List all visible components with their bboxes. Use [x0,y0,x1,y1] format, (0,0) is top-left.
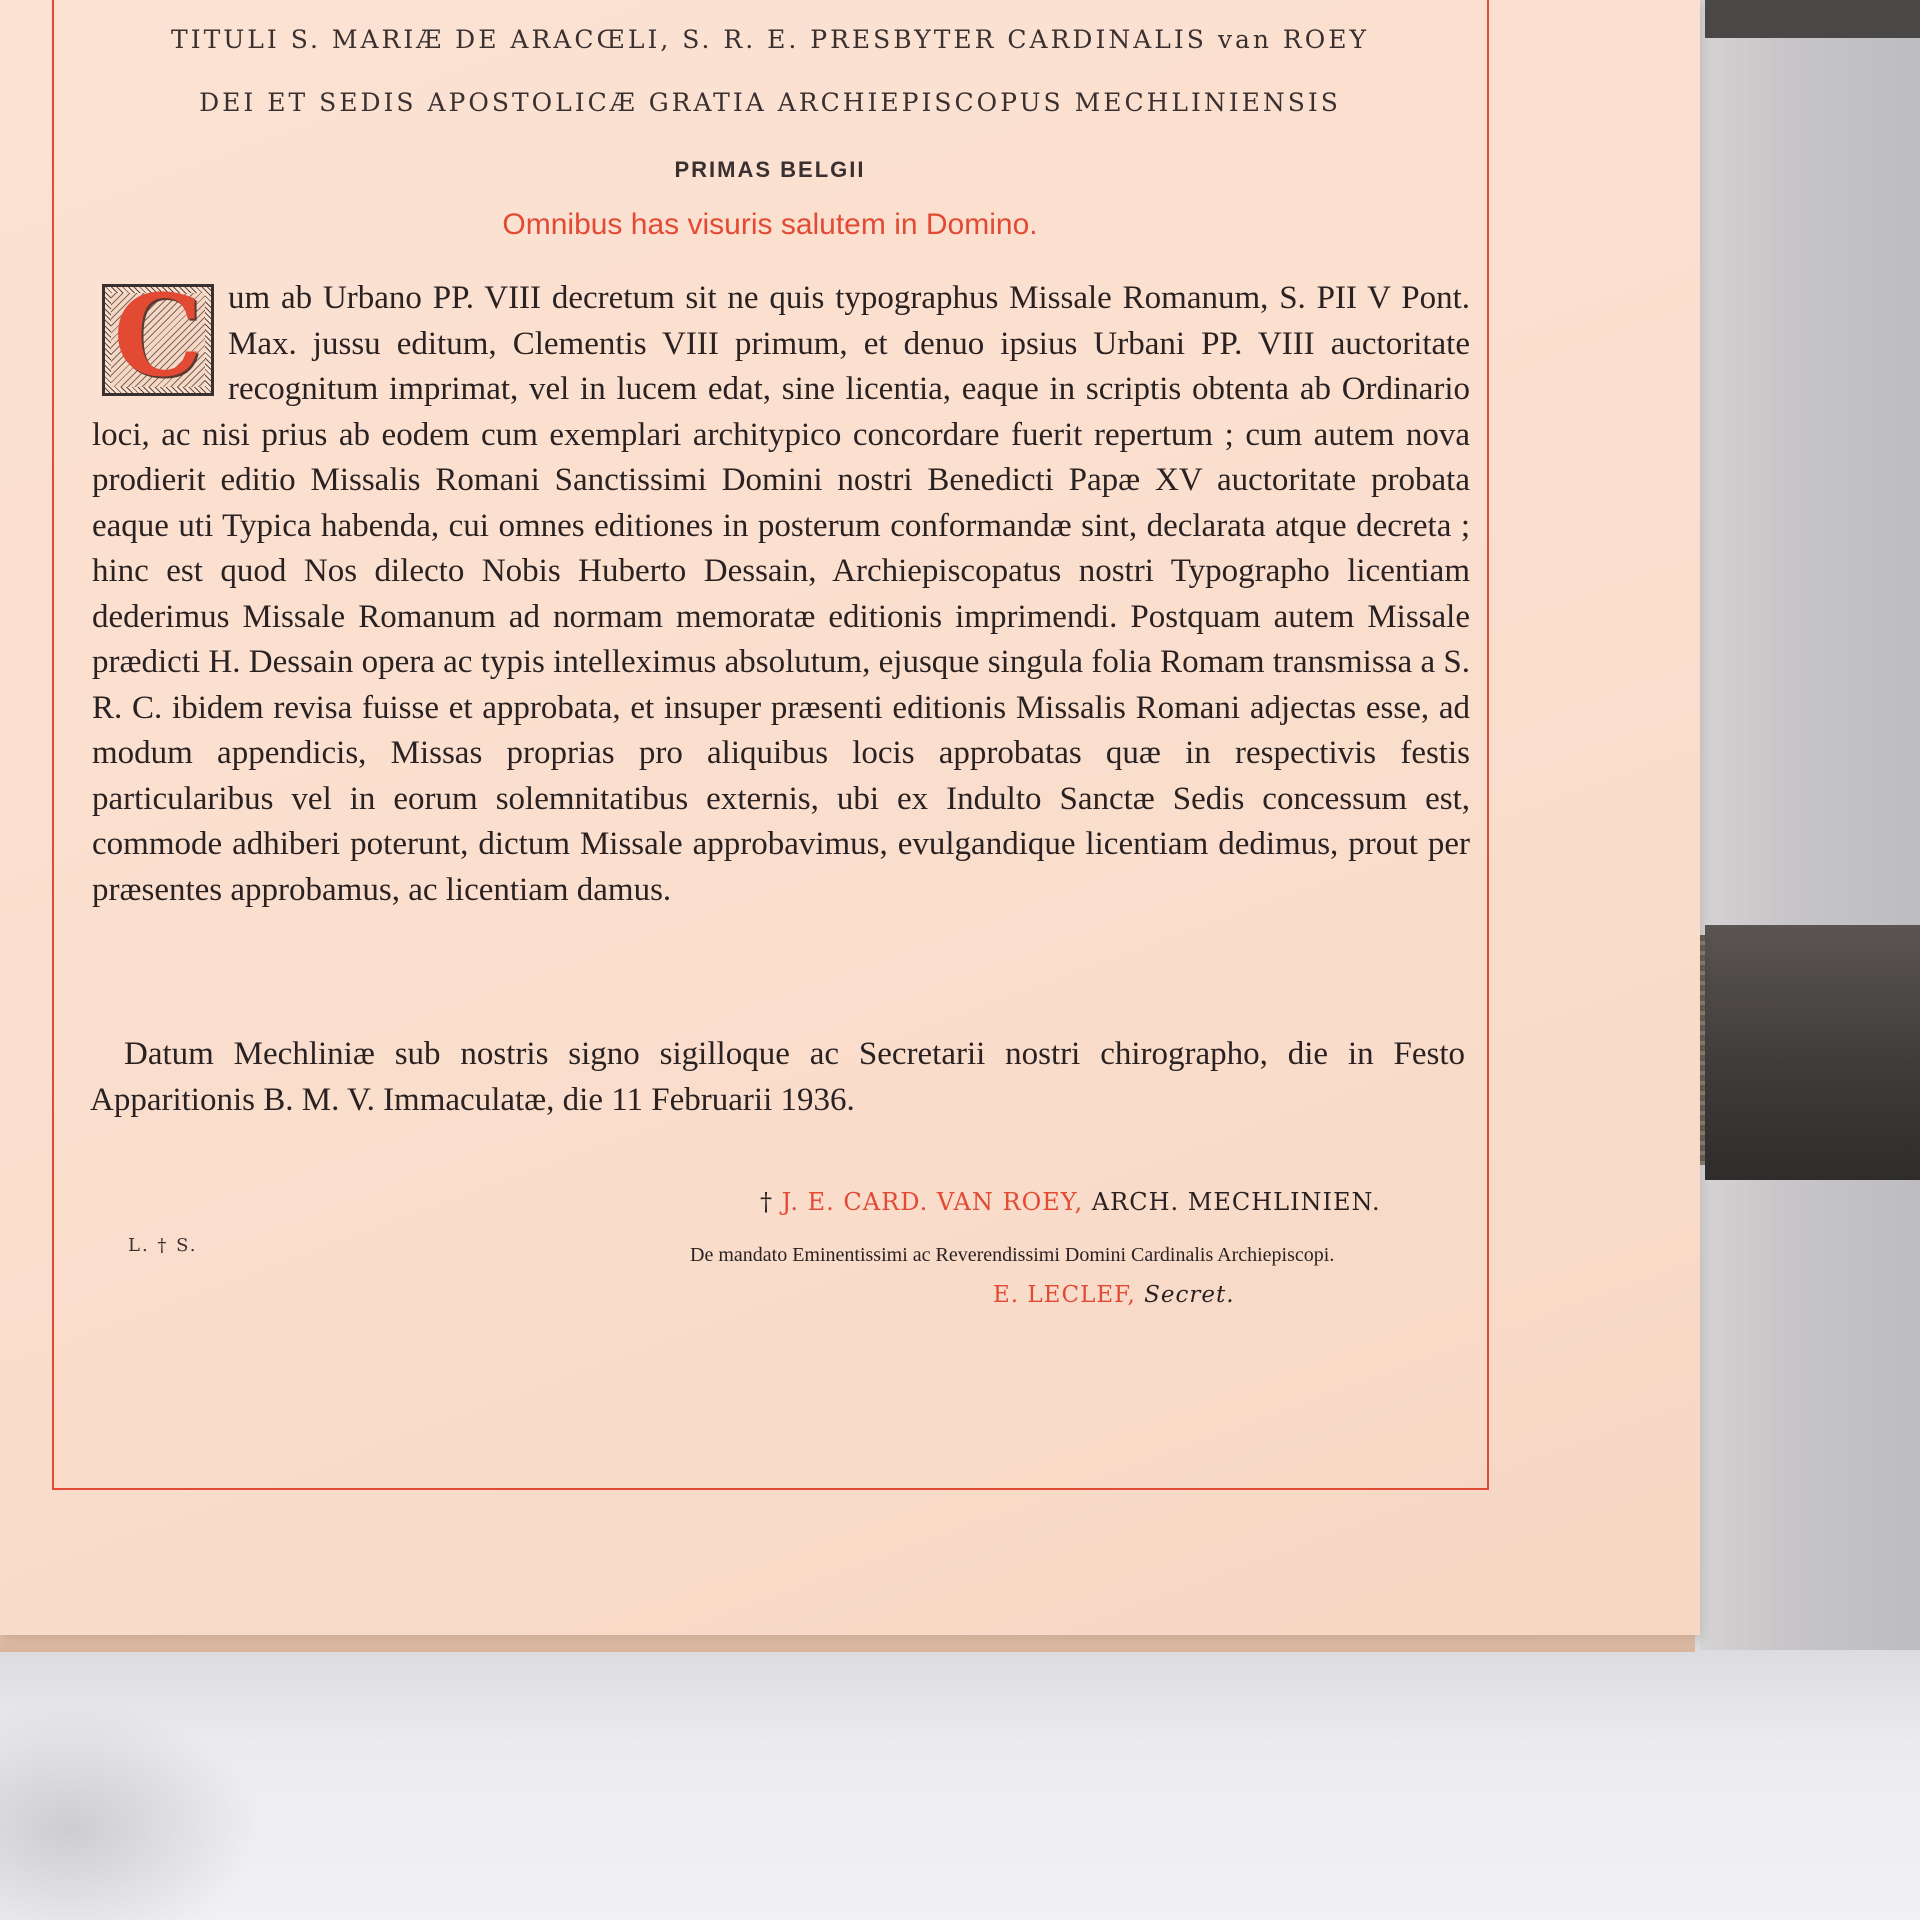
book-binding [1700,0,1920,1650]
header-subtitle-line: DEI ET SEDIS APOSTOLICÆ GRATIA ARCHIEPISCOPUS MECHLINIENSIS [199,88,1341,117]
approbation-text [92,271,1470,913]
secretary-title: Secret. [1144,1282,1235,1308]
seal-mark: L. † S. [128,1235,198,1256]
secretary-name: E. LECLEF, [993,1282,1136,1308]
approbation-body: um ab Urbano PP. VIII decretum sit ne quis typographus Missale Romanum, S. PII V Pont. Max. jussu editum, Clementis VIII primum, et denuo ipsius Urbani PP. VIII auctoritate recognitum imprimat, vel in lucem edat, sine licentia, eaque in scriptis obtenta ab Ordinario loci, ac nisi prius ab eodem cum exemplari architypico concordare fuerit repertum ; cum autem nova prodierit editio Missalis Romani Sanctissimi Domini nostri Benedicti Papæ XV auctoritate probata eaque uti Typica habenda, cui omnes editiones in posterum conformandæ sint, declarata atque decreta ; hinc est quod Nos dilecto Nobis Huberto Dessain, Archiepiscopatus nostri Typographo licentiam dederimus Missale Romanum ad normam memoratæ editionis imprimendi. Postquam autem Missale prædicti H. Dessain opera ac typis intelleximus absolutum, ejusque singula folia Romam transmissa a S. R. C. ibidem revisa fuisse et approbata, et insuper præsenti editionis Missalis Romani adjectas esse, ad modum appendicis, Missas proprias pro aliquibus locis approbatas quæ in respectivis festis particularibus vel in eorum solemnitatibus externis, ubi ex Indulto Sanctæ Sedis concessum est, commode adhiberi poterunt, dictum Missale approbavimus, evulgandique licentiam dedimus, prout per præsentes approbamus, ac licentiam damus. [92,280,1470,908]
header-primas: PRIMAS BELGII [674,157,866,182]
datum-paragraph: Datum Mechliniæ sub nostris signo sigilloque ac Secretarii nostri chirographo, die in Festo Apparitionis B. M. V. Immaculatæ, die 11 Februarii 1936. [90,1036,1465,1118]
drop-cap-icon [102,271,214,402]
secretary-signature [993,1282,1235,1308]
cardinal-signature [760,1188,1381,1216]
mandate-line: De mandato Eminentissimi ac Reverendissimi Domini Cardinalis Archiepiscopi. [690,1244,1335,1266]
table-surface [0,1630,1920,1920]
header-title-line: TITULI S. MARIÆ DE ARACŒLI, S. R. E. PRESBYTER CARDINALIS van ROEY [171,25,1369,54]
cardinal-name: J. E. CARD. VAN ROEY, [781,1188,1084,1216]
greeting: Omnibus has visuris salutem in Domino. [502,208,1038,241]
drop-cap-letter: C [113,271,203,402]
cross-icon: † [760,1188,773,1216]
binding-bar [1705,0,1920,38]
cardinal-title: ARCH. MECHLINIEN. [1091,1188,1381,1216]
metal-clasp [1705,925,1920,1180]
